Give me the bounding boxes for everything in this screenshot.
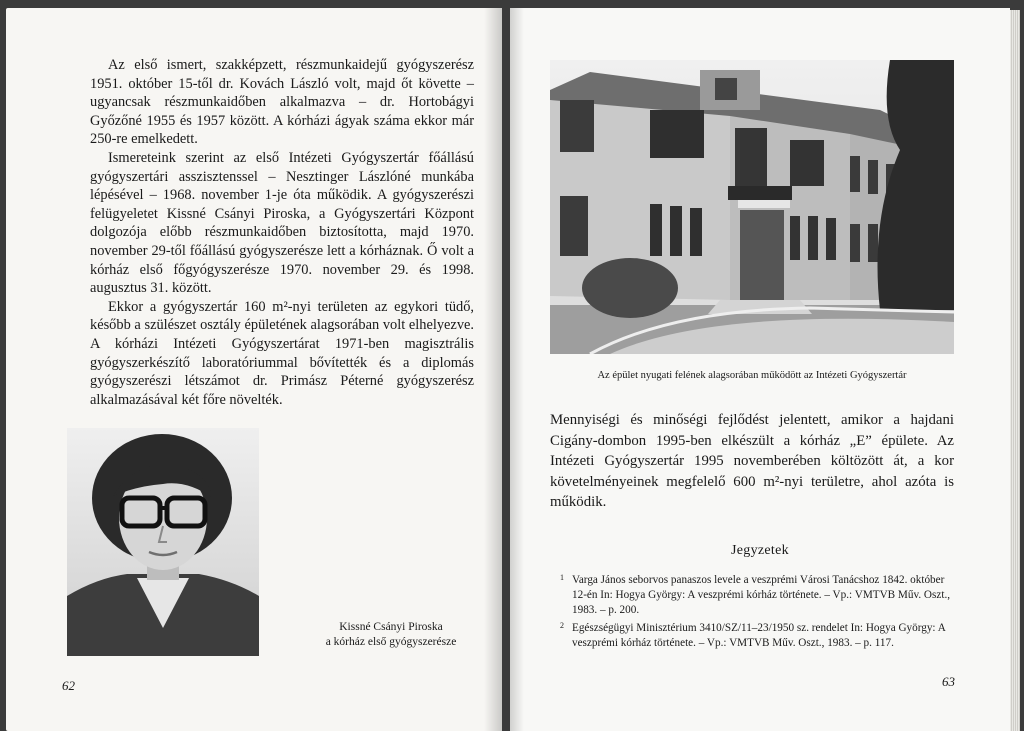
caption-line: Kissné Csányi Piroska bbox=[339, 621, 443, 633]
page-number: 63 bbox=[942, 674, 955, 689]
footnote-text: Egészségügyi Minisztérium 3410/SZ/11–23/1950 sz. rendelet In: Hogya György: A veszprémi kórház története. – Vp.: VMTVB Műv. Oszt., 1983. – p. 117. bbox=[572, 621, 946, 649]
notes-heading: Jegyzetek bbox=[731, 543, 789, 558]
footnote-number: 1 bbox=[560, 573, 564, 582]
footnotes bbox=[560, 573, 952, 653]
caption-line: a kórház első gyógyszerésze bbox=[325, 636, 457, 648]
right-page bbox=[510, 8, 1010, 731]
gutter-shadow bbox=[484, 8, 502, 731]
portrait-caption bbox=[296, 620, 486, 650]
right-body-text bbox=[550, 410, 954, 513]
page-edges bbox=[1010, 10, 1020, 731]
left-page bbox=[6, 8, 502, 731]
page-number: 62 bbox=[62, 678, 75, 693]
left-body-text bbox=[90, 56, 474, 409]
gutter-shadow bbox=[510, 8, 524, 731]
footnote bbox=[560, 621, 952, 651]
portrait-photo bbox=[67, 428, 259, 656]
building-photo bbox=[550, 60, 954, 354]
paragraph: Az első ismert, szakképzett, részmunkaidejű gyógyszerész 1951. október 15-től dr. Kovách László volt, majd őt követte – ugyancsak részmunkaidőben alkalmazva – dr. Hortobágyi Győzőné 1955 és 1957 között. A kórházi ágyak száma ekkor már 250-re emelkedett. bbox=[90, 57, 474, 148]
building-photo-caption: Az épület nyugati felének alagsorában működött az Intézeti Gyógyszertár bbox=[597, 370, 907, 381]
footnote bbox=[560, 573, 952, 619]
paragraph: Ismereteink szerint az első Intézeti Gyógyszertár főállású gyógyszertári asszisztenssel – Nesztinger Lászlóné munkába lépésével – 1968. november 1-je óta működik. A gyógyszerészi felügyeletet Kissné Csányi Piroska, a Gyógyszertári Központ dolgozója előbb részmunkaidőben biztosította, majd 1970. november 29-től főállású gyógyszerésze lett a kórháznak. Ő volt a kórház első főgyógyszerésze 1970. november 29. és 1998. augusztus 31. között. bbox=[90, 149, 474, 297]
footnote-text: Varga János seborvos panaszos levele a veszprémi Városi Tanácshoz 1842. október 12-én In: Hogya György: A veszprémi kórház története. – Vp.: VMTVB Műv. Oszt., 1983. – p. 200. bbox=[572, 574, 951, 617]
footnote-number: 2 bbox=[560, 620, 564, 630]
paragraph: Mennyiségi és minőségi fejlődést jelentett, amikor a hajdani Cigány-dombon 1995-ben elkészült a kórház „E” épülete. Az Intézeti Gyógyszertár 1995 novemberében költözött át, a kor követelményeinek megfelelő 600 m²-nyi területre, ahol azóta is működik. bbox=[550, 412, 954, 510]
paragraph: Ekkor a gyógyszertár 160 m²-nyi területen az egykori tüdő, később a szülészet osztály épületének alagsorában volt elhelyezve. A kórházi Intézeti Gyógyszertárat 1971-ben magisztrális gyógyszerkészítő laboratóriummal bővítették és a diplomás gyógyszerészi létszámot dr. Primász Péterné gyógyszerész alkalmazásával két főre növelték. bbox=[90, 298, 474, 408]
